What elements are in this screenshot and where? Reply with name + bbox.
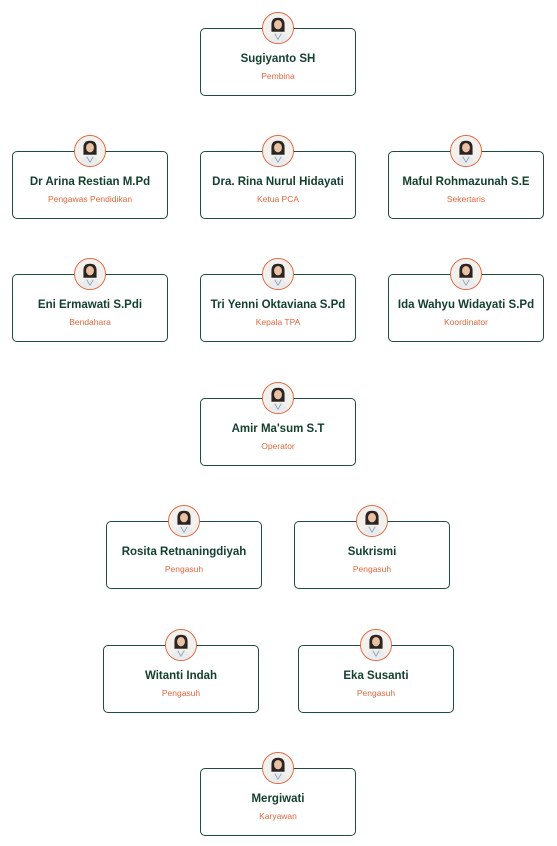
person-avatar-icon [168,505,200,537]
person-avatar-icon [450,135,482,167]
member-role: Pengasuh [352,564,392,574]
person-avatar-icon [262,12,294,44]
member-card [294,521,450,589]
member-card [200,398,356,466]
member-role: Pembina [261,71,295,81]
member-card [200,151,356,219]
person-avatar-icon [360,629,392,661]
member-role: Operator [261,441,295,451]
person-avatar-icon [356,505,388,537]
person-avatar-icon [262,258,294,290]
person-avatar-icon [165,629,197,661]
member-name: Eka Susanti [343,670,409,682]
member-card [388,151,544,219]
member-card [106,521,262,589]
member-role: Pengasuh [161,688,201,698]
member-role: Ketua PCA [256,194,300,204]
member-card [388,274,544,342]
member-card [200,28,356,96]
member-name: Ida Wahyu Widayati S.Pd [397,299,535,311]
member-name: Tri Yenni Oktaviana S.Pd [210,299,346,311]
member-role: Koordinator [444,317,488,327]
person-avatar-icon [262,752,294,784]
member-name: Mergiwati [251,793,305,805]
member-name: Amir Ma'sum S.T [231,423,325,435]
member-card [12,151,168,219]
member-card [12,274,168,342]
person-avatar-icon [74,258,106,290]
member-name: Dr Arina Restian M.Pd [29,176,151,188]
member-role: Pengasuh [356,688,396,698]
member-role: Pengasuh [164,564,204,574]
member-name: Maful Rohmazunah S.E [402,176,530,188]
member-role: Kepala TPA [255,317,301,327]
member-role: Pengawas Pendidikan [47,194,133,204]
member-name: Sukrismi [347,546,397,558]
person-avatar-icon [74,135,106,167]
member-role: Sekertaris [446,194,486,204]
member-name: Sugiyanto SH [240,53,316,65]
member-name: Dra. Rina Nurul Hidayati [212,176,344,188]
member-card [200,274,356,342]
member-name: Witanti Indah [144,670,218,682]
member-role: Karyawan [259,811,297,821]
member-name: Rosita Retnaningdiyah [121,546,247,558]
member-card [200,768,356,836]
member-name: Eni Ermawati S.Pdi [37,299,143,311]
member-card [103,645,259,713]
person-avatar-icon [450,258,482,290]
member-role: Bendahara [69,317,111,327]
person-avatar-icon [262,135,294,167]
person-avatar-icon [262,382,294,414]
member-card [298,645,454,713]
